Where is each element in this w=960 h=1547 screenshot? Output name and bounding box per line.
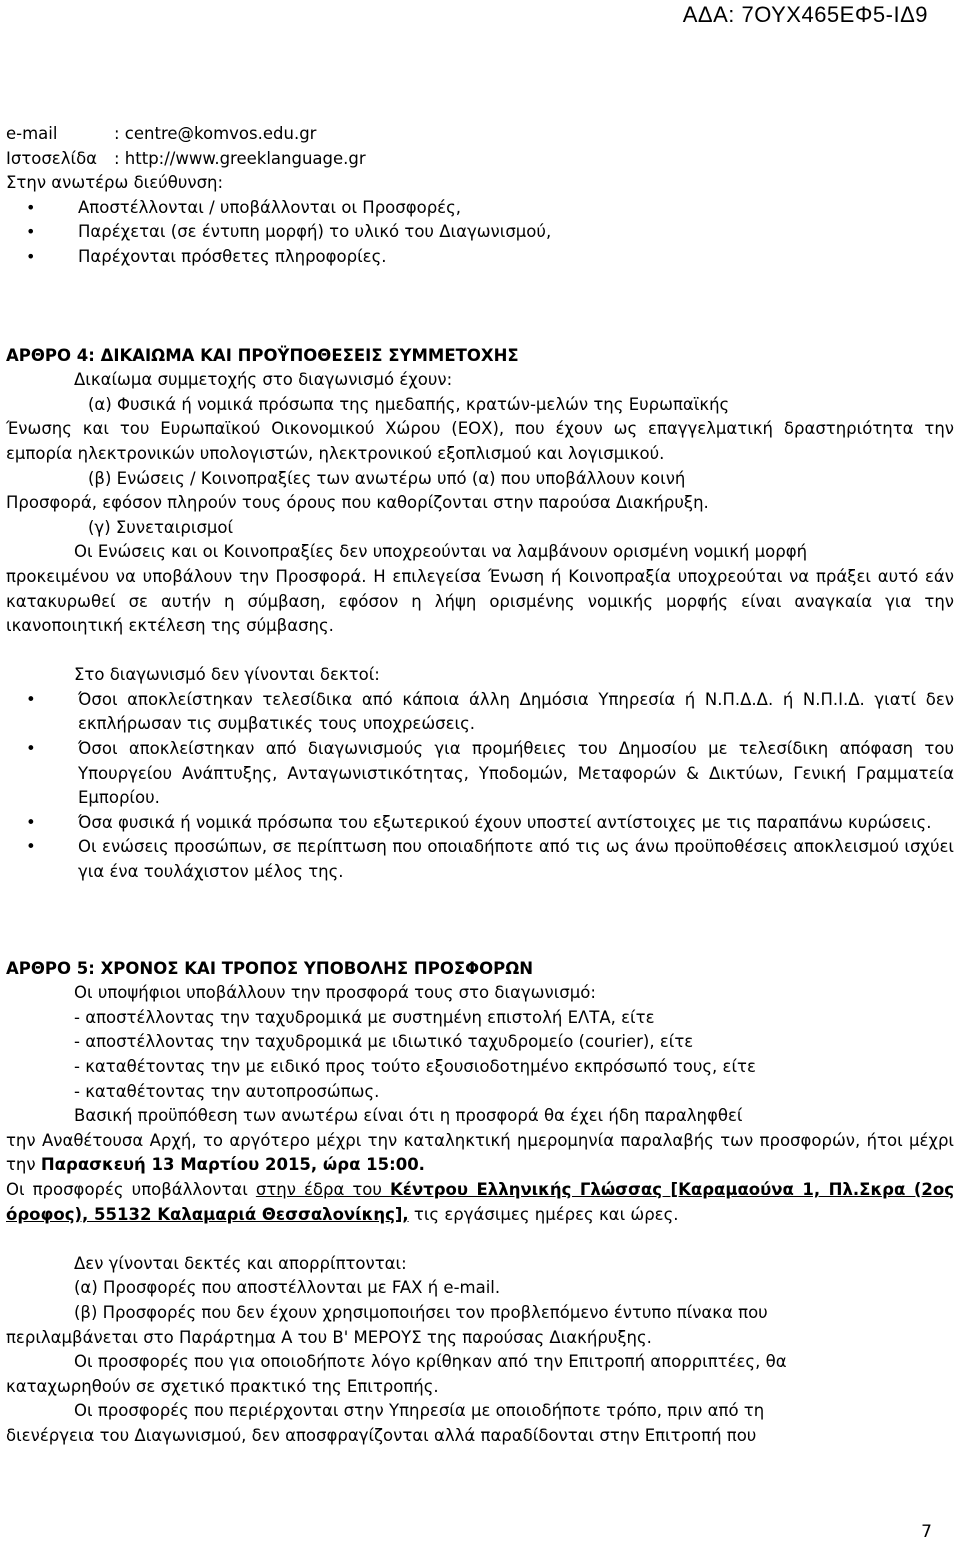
rejected-a: (α) Προσφορές που αποστέλλονται με FAX ή e-mail. (74, 1278, 501, 1298)
article4-note-rest: προκειμένου να υποβάλουν την Προσφορά. Η επιλεγείσα Ένωση ή Κοινοπραξία υποχρεούται να πράξει αυτό εάν κατακυρωθεί σε αυτήν η σύμβαση, εφόσον η λήψη ορισμένης νομικής μορφής είναι αναγκαία για την ικανοποιητική εκτέλεση της σύμβασης. (6, 566, 954, 636)
late-first: Οι προσφορές που για οποιοδήποτε λόγο κρίθηκαν από την Επιτροπή απορριπτέες, θα (74, 1352, 787, 1372)
article4-intro: Δικαίωμα συμμετοχής στο διαγωνισμό έχουν: (74, 370, 453, 390)
place-pre: Οι προσφορές υποβάλλονται (6, 1179, 256, 1199)
article5-intro: Οι υποψήφιοι υποβάλλουν την προσφορά τους στο διαγωνισμό: (74, 983, 596, 1003)
excluded-item-text: Οι ενώσεις προσώπων, σε περίπτωση που οποιαδήποτε από τις ως άνω προϋποθέσεις αποκλεισμού ισχύει για ένα τουλάχιστον μέλος της. (78, 837, 954, 882)
place-address: Κέντρου Ελληνικής Γλώσσας [Καραμαούνα 1, Πλ.Σκρα (2ος όροφος), 55132 Καλαμαριά Θεσσαλονίκης], (6, 1179, 954, 1224)
other-rest: διενέργεια του Διαγωνισμού, δεν αποσφραγίζονται αλλά παραδίδονται στην Επιτροπή που (6, 1425, 757, 1445)
place-post: τις εργάσιμες ημέρες και ώρες. (408, 1204, 679, 1224)
excluded-intro: Στο διαγωνισμό δεν γίνονται δεκτοί: (74, 665, 380, 685)
submission-method: - καταθέτοντας την με ειδικό προς τούτο εξουσιοδοτημένο εκπρόσωπό τους, είτε (74, 1057, 756, 1076)
address-intro: Στην ανωτέρω διεύθυνση: (6, 173, 224, 193)
address-bullet: • Παρέχονται πρόσθετες πληροφορίες. (6, 245, 954, 270)
page-number: 7 (921, 1522, 932, 1542)
article4-title: ΑΡΘΡΟ 4: ΔΙΚΑΙΩΜΑ ΚΑΙ ΠΡΟΫΠΟΘΕΣΕΙΣ ΣΥΜΜΕΤΟΧΗΣ (6, 345, 519, 365)
article4-c: (γ) Συνεταιρισμοί (88, 517, 234, 537)
place-u1: στην έδρα του (255, 1179, 390, 1199)
address-bullet: • Παρέχεται (σε έντυπη μορφή) το υλικό του Διαγωνισμού, (6, 220, 954, 245)
ada-code: ΑΔΑ: 7ΟΥΧ465ΕΦ5-ΙΔ9 (682, 2, 928, 27)
web-label: Ιστοσελίδα (6, 148, 98, 168)
article4-a-first: (α) Φυσικά ή νομικά πρόσωπα της ημεδαπής, κρατών-μελών της Ευρωπαϊκής (88, 394, 730, 414)
contact-web-row (6, 147, 954, 172)
email-value: : centre@komvos.edu.gr (114, 124, 317, 143)
rejected-b-first: (β) Προσφορές που δεν έχουν χρησιμοποιήσει τον προβλεπόμενο έντυπο πίνακα που (74, 1302, 768, 1322)
other-first: Οι προσφορές που περιέρχονται στην Υπηρεσία με οποιοδήποτε τρόπο, πριν από τη (74, 1401, 765, 1421)
deadline: Παρασκευή 13 Μαρτίου 2015, ώρα 15:00. (40, 1155, 425, 1175)
contact-email-row (6, 122, 954, 147)
address-bullet: • Αποστέλλονται / υποβάλλονται οι Προσφορές, (6, 196, 954, 221)
condition-first: Βασική προϋπόθεση των ανωτέρω είναι ότι η προσφορά θα έχει ήδη παραληφθεί (74, 1106, 743, 1126)
submission-place (6, 1178, 954, 1227)
condition-rest (6, 1129, 954, 1178)
web-value: : http://www.greeklanguage.gr (114, 148, 366, 168)
article5-title: ΑΡΘΡΟ 5: ΧΡΟΝΟΣ ΚΑΙ ΤΡΟΠΟΣ ΥΠΟΒΟΛΗΣ ΠΡΟΣΦΟΡΩΝ (6, 958, 534, 978)
condition-text: την Αναθέτουσα Αρχή, το αργότερο μέχρι την καταληκτική ημερομηνία παραλαβής των προσφορών, ήτοι μέχρι την (6, 1130, 954, 1175)
excluded-item: • Όσοι αποκλείστηκαν από διαγωνισμούς για προμήθειες του Δημοσίου με τελεσίδικη απόφαση του Υπουργείου Ανάπτυξης, Ανταγωνιστικότητας, Υποδομών, Μεταφορών & Δικτύων, Γενική Γραμματεία Εμπορίου. (26, 739, 954, 808)
article4-a-rest: Ένωσης και του Ευρωπαϊκού Οικονομικού Χώρου (ΕΟΧ), που έχουν ως επαγγελματική δραστηριότητα την εμπορία ηλεκτρονικών υπολογιστών, ηλεκτρονικού εξοπλισμού και λογισμικού. (6, 419, 954, 463)
excluded-item: • Όσοι αποκλείστηκαν τελεσίδικα από κάποια άλλη Δημόσια Υπηρεσία ή Ν.Π.Δ.Δ. ή Ν.Π.Ι.Δ. γιατί δεν εκπλήρωσαν τις συμβατικές τους υποχρεώσεις. (26, 689, 954, 734)
article4-note-first: Οι Ενώσεις και οι Κοινοπραξίες δεν υποχρεούνται να λαμβάνουν ορισμένη νομική μορφή (74, 542, 808, 562)
excluded-item-text: Όσοι αποκλείστηκαν τελεσίδικα από κάποια άλλη Δημόσια Υπηρεσία ή Ν.Π.Δ.Δ. ή Ν.Π.Ι.Δ. γιατί δεν εκπλήρωσαν τις συμβατικές τους υποχρεώσεις. (78, 689, 954, 734)
rejected-b-rest: περιλαμβάνεται στο Παράρτημα Α του Β' ΜΕΡΟΥΣ της παρούσας Διακήρυξης. (6, 1327, 652, 1347)
article4-b-first: (β) Ενώσεις / Κοινοπραξίες των ανωτέρω υπό (α) που υποβάλλουν κοινή (88, 468, 686, 488)
article4-b-rest: Προσφορά, εφόσον πληρούν τους όρους που καθορίζονται στην παρούσα Διακήρυξη. (6, 493, 709, 513)
excluded-item: • Όσα φυσικά ή νομικά πρόσωπα του εξωτερικού έχουν υποστεί αντίστοιχες με τις παραπάνω κυρώσεις. (26, 812, 932, 832)
late-rest: καταχωρηθούν σε σχετικό πρακτικό της Επιτροπής. (6, 1376, 439, 1396)
submission-method: - αποστέλλοντας την ταχυδρομικά με ιδιωτικό ταχυδρομείο (courier), είτε (74, 1032, 694, 1052)
email-label: e-mail (6, 124, 58, 143)
submission-method: - αποστέλλοντας την ταχυδρομικά με συστημένη επιστολή ΕΛΤΑ, είτε (74, 1007, 655, 1027)
excluded-item-text: Όσα φυσικά ή νομικά πρόσωπα του εξωτερικού έχουν υποστεί αντίστοιχες με τις παραπάνω κυρώσεις. (78, 812, 932, 832)
excluded-item: • Οι ενώσεις προσώπων, σε περίπτωση που οποιαδήποτε από τις ως άνω προϋποθέσεις αποκλεισμού ισχύει για ένα τουλάχιστον μέλος της. (26, 837, 954, 882)
excluded-item-text: Όσοι αποκλείστηκαν από διαγωνισμούς για προμήθειες του Δημοσίου με τελεσίδικη απόφαση του Υπουργείου Ανάπτυξης, Ανταγωνιστικότητας, Υποδομών, Μεταφορών & Δικτύων, Γενική Γραμματεία Εμπορίου. (78, 739, 954, 808)
document-body (6, 122, 954, 1449)
rejected-intro: Δεν γίνονται δεκτές και απορρίπτονται: (74, 1253, 407, 1273)
submission-method: - καταθέτοντας την αυτοπροσώπως. (74, 1081, 380, 1101)
